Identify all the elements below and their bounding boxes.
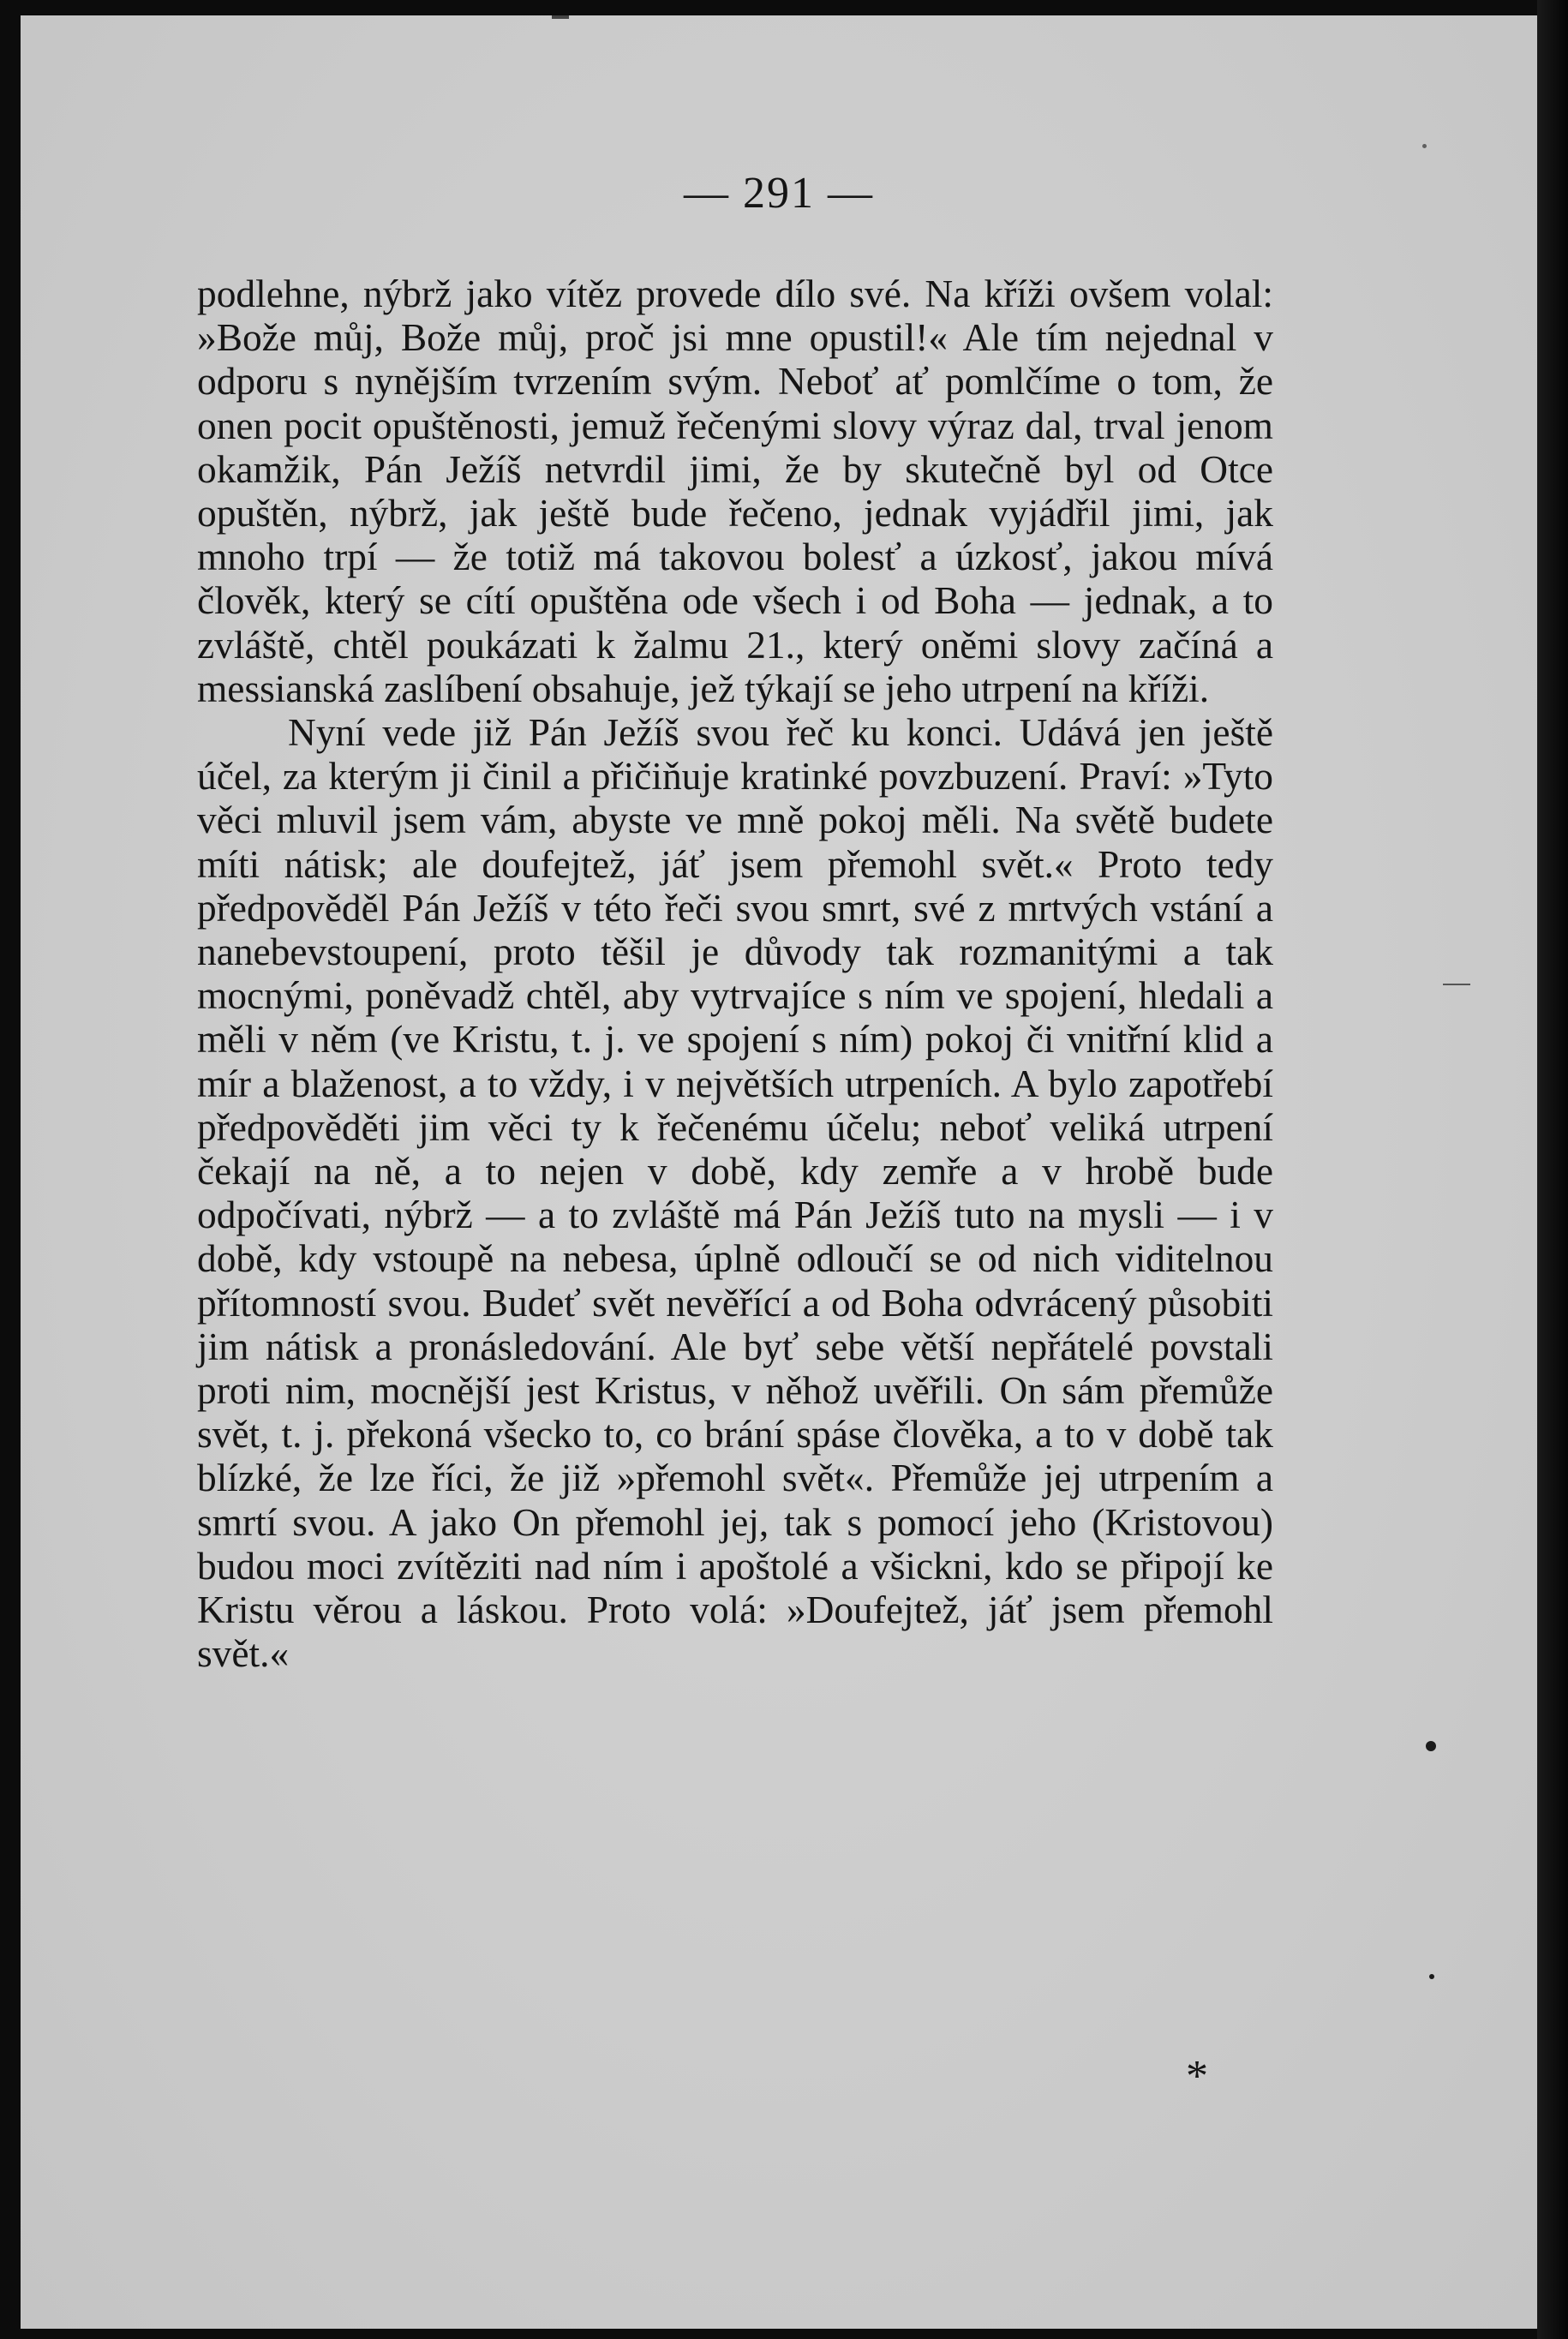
scan-speck xyxy=(1429,1974,1434,1979)
paragraph-1: podlehne, nýbrž jako vítěz provede dílo své. Na kříži ovšem volal: »Bože můj, Bože můj, proč jsi mne opustil!« Ale tím nejednal v odporu s nynějším tvrzením svým. Neboť ať pomlčíme o tom, že onen pocit opuštěnosti, jemuž řečenými slovy výraz dal, trval jenom okamžik, Pán Ježíš netvrdil jimi, že by skutečně byl od Otce opuštěn, nýbrž, jak ještě bude řečeno, jednak vyjádřil jimi, jak mnoho trpí — že totiž má takovou bolesť a úzkosť, jakou mívá člověk, který se cítí opuštěna ode všech i od Boha — jednak, a to zvláště, chtěl poukázati k žalmu 21., který oněmi slovy začíná a messianská zaslíbení obsahuje, jež týkají se jeho utrpení na kříži. xyxy=(197,272,1273,710)
paragraph-2: Nyní vede již Pán Ježíš svou řeč ku konci. Udává jen ještě účel, za kterým ji činil a přičiňuje kratinké povzbuzení. Praví: »Tyto věci mluvil jsem vám, abyste ve mně pokoj měli. Na světě budete míti nátisk; ale doufejtež, jáť jsem přemohl svět.« Proto tedy předpověděl Pán Ježíš v této řeči svou smrt, své z mrtvých vstání a nanebevstoupení, proto těšil je důvody tak rozmanitými a tak mocnými, poněvadž chtěl, aby vytrvajíce s ním ve spojení, hledali a měli v něm (ve Kristu, t. j. ve spojení s ním) pokoj či vnitřní klid a mír a blaženost, a to vždy, i v největších utrpeních. A bylo zapotřebí předpověděti jim věci ty k řečenému účelu; neboť veliká utrpení čekají na ně, a to nejen v době, kdy zemře a v hrobě bude odpočívati, nýbrž — a to zvláště má Pán Ježíš tuto na mysli — i v době, kdy vstoupě na nebesa, úplně odloučí se od nich viditelnou přítomností svou. Budeť svět nevěřící a od Boha odvrácený působiti jim nátisk a pronásledování. Ale byť sebe větší nepřátelé povstali proti nim, mocnější jest Kristus, v něhož uvěřili. On sám přemůže svět, t. j. překoná všecko to, co brání spáse člověka, a to v době tak blízké, že lze říci, že již »přemohl svět«. Přemůže jej utrpením a smrtí svou. A jako On přemohl jej, tak s pomocí jeho (Kristovou) budou moci zvítěziti nad ním i apoštolé a všickni, kdo se připojí ke Kristu věrou a láskou. Proto volá: »Doufejtež, jáť jsem přemohl svět.« xyxy=(197,711,1273,1676)
section-end-asterisk: * xyxy=(1186,2052,1208,2101)
scan-artifact xyxy=(552,15,569,19)
book-page xyxy=(21,15,1537,2329)
scan-speck xyxy=(1422,144,1427,148)
page-edge-shadow xyxy=(1537,0,1568,2339)
scan-speck xyxy=(1426,1741,1436,1751)
page-number: — 291 — xyxy=(684,169,874,218)
scan-artifact xyxy=(1443,984,1470,985)
body-text xyxy=(197,272,1273,1677)
